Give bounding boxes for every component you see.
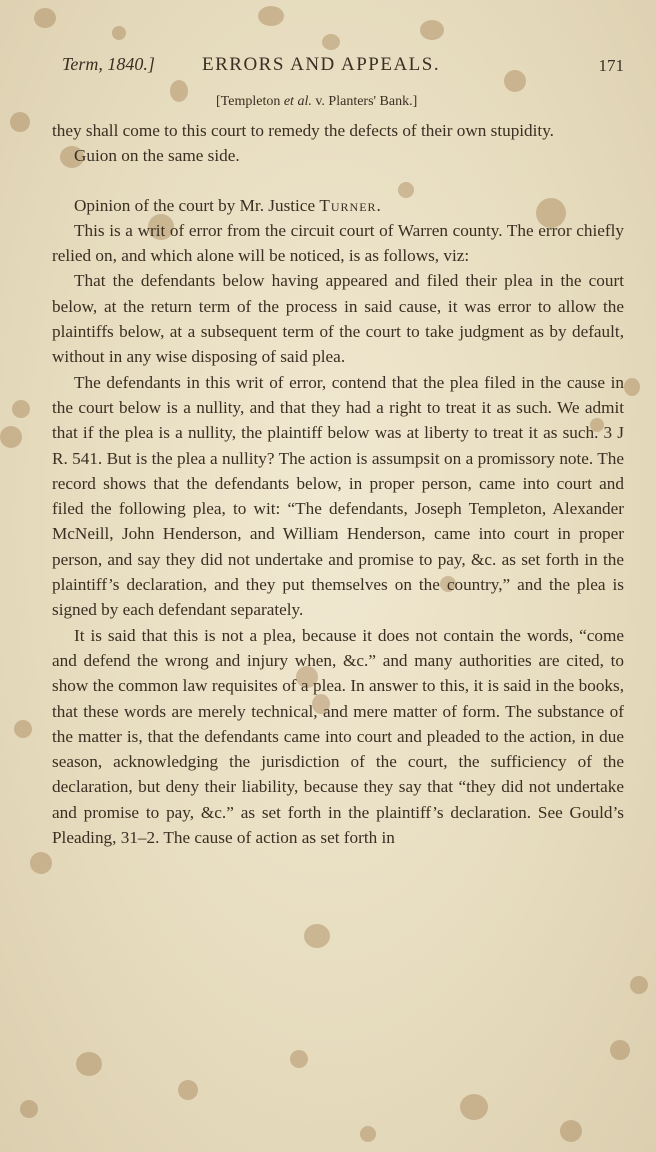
opinion-heading — [52, 193, 624, 218]
foxing-stain — [630, 976, 648, 994]
foxing-stain — [0, 426, 22, 448]
case-name-part: v. Planters' Bank.] — [311, 94, 418, 109]
justice-name: Turner. — [319, 195, 382, 215]
case-et-al: et al. — [283, 94, 312, 109]
foxing-stain — [360, 1126, 376, 1142]
header-title: ERRORS AND APPEALS. — [202, 54, 441, 75]
opinion-intro: Opinion of the court by Mr. Justice — [74, 195, 316, 215]
foxing-stain — [76, 1052, 102, 1076]
paragraph: The defendants in this writ of error, contend that the plea filed in the cause in the court below is a nullity, and that they had a right to treat it as such. We admit that if the plea is a nullity, the plaintiff below was at liberty to treat it as such. 3 J R. 541. But is the plea a nullity? The action is assumpsit on a promissory note. The record shows that the defendants below, in proper person, came into court and filed the following plea, to wit: “The defendants, Joseph Templeton, Alexander McNeill, John Henderson, and William Henderson, came into court in proper person, and say they did not undertake and promise to pay, &c. as set forth in the plaintiff’s declaration, and they put themselves on the country,” and the plea is signed by each defendant separately. — [52, 372, 624, 620]
case-name-part: [Templeton — [216, 94, 284, 109]
foxing-stain — [34, 8, 56, 28]
foxing-stain — [30, 852, 52, 874]
foxing-stain — [304, 924, 330, 948]
foxing-stain — [10, 112, 30, 132]
paragraph: Guion on the same side. — [74, 146, 240, 166]
foxing-stain — [290, 1050, 308, 1068]
foxing-stain — [258, 6, 284, 26]
foxing-stain — [14, 720, 32, 738]
paragraph: It is said that this is not a plea, because it does not contain the words, “come and defend the wrong and injury when, &c.” and many authorities are cited, to show the common law requisites of a plea. In answer to this, it is said in the books, that these words are merely technical, and mere matter of form. The substance of the matter is, that the defendants came into court and pleaded to the action, in due season, acknowledging the jurisdiction of the court, the sufficiency of the declaration, but deny their liability, because they say that “they did not undertake and promise to pay, &c.” as set forth in the plaintiff’s declaration. See Gould’s Pleading, 31–2. The cause of action as set forth in — [52, 625, 624, 848]
case-running-head — [216, 94, 417, 110]
header-term: Term, 1840.] — [62, 54, 155, 74]
foxing-stain — [178, 1080, 198, 1100]
foxing-stain — [112, 26, 126, 40]
body-text — [52, 118, 624, 850]
paragraph: they shall come to this court to remedy the defects of their own stupidity. — [52, 121, 554, 140]
foxing-stain — [610, 1040, 630, 1060]
paragraph: That the defendants below having appeared and filed their plea in the court below, at the return term of the process in said cause, it was error to allow the plaintiffs below, at a subsequent term of the court to take judgment as by default, without in any wise disposing of said plea. — [52, 271, 624, 367]
foxing-stain — [170, 80, 188, 102]
foxing-stain — [322, 34, 340, 50]
foxing-stain — [12, 400, 30, 418]
foxing-stain — [624, 378, 640, 396]
foxing-stain — [20, 1100, 38, 1118]
page-header — [62, 54, 624, 82]
foxing-stain — [420, 20, 444, 40]
page-number: 171 — [598, 56, 624, 75]
foxing-stain — [460, 1094, 488, 1120]
foxing-stain — [560, 1120, 582, 1142]
paragraph: This is a writ of error from the circuit court of Warren county. The error chiefly relied on, and which alone will be noticed, is as follows, viz: — [52, 220, 624, 266]
